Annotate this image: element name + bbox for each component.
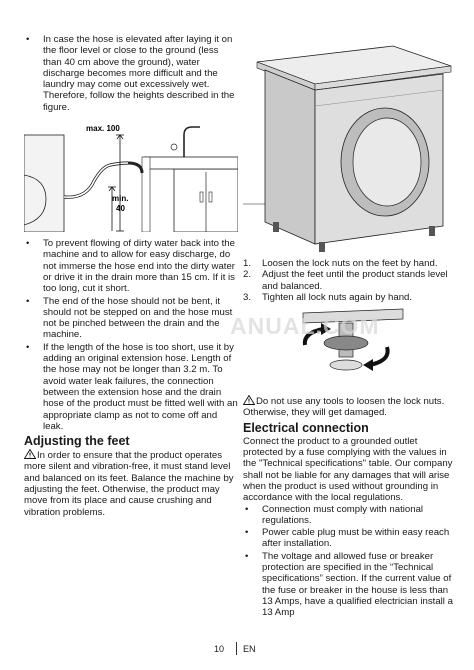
step-number: 2. bbox=[243, 269, 252, 281]
bullet-mark: • bbox=[26, 295, 30, 307]
min-height-label: min. bbox=[112, 194, 129, 204]
max-height-label: max. 100 bbox=[86, 124, 120, 134]
adjusting-feet-heading: Adjusting the feet bbox=[24, 434, 130, 449]
electrical-bullet-text: The voltage and allowed fuse or breaker protection are specified in the “Technical specifications” section. If the current value of the fuse or breaker in the house is less than 13 Amps, have a qualified electrician install a 13 Amp bbox=[262, 550, 453, 619]
list-item bbox=[243, 258, 453, 269]
electrical-connection-text: Connect the product to a grounded outlet protected by a fuse complying with the values in the "Technical specifications" table. Our company shall not be liable for any damages that will arise when the product is used without grounding in accordance with the local regulations. bbox=[243, 435, 453, 504]
left-column bbox=[24, 34, 238, 518]
step-number: 1. bbox=[243, 258, 252, 269]
list-item bbox=[243, 292, 453, 303]
tools-warning-text: Do not use any tools to loosen the lock nuts. Otherwise, they will get damaged. bbox=[243, 396, 445, 419]
electrical-bullet-text: Power cable plug must be within easy reach after installation. bbox=[262, 527, 450, 550]
bullet-mark: • bbox=[245, 527, 249, 539]
adjusting-feet-body: In order to ensure that the product operates more silent and vibration-free, it must stand level and balanced on its feet. Balance the machine by adjusting the feet. Otherwise, the product may move from its place and cause crushing and vibration problems. bbox=[24, 450, 234, 518]
language-code: EN bbox=[243, 644, 256, 654]
list-item bbox=[243, 551, 453, 619]
bullet-mark: • bbox=[26, 34, 30, 45]
min-height-value: 40 bbox=[116, 204, 125, 214]
warning-icon bbox=[24, 449, 36, 459]
hose-height-figure bbox=[24, 117, 238, 232]
washing-machine-figure bbox=[243, 44, 453, 252]
list-item bbox=[243, 269, 453, 292]
page-number: 10 bbox=[214, 644, 225, 654]
bullet-mark: • bbox=[26, 238, 30, 250]
warning-icon bbox=[243, 395, 255, 405]
hose-immerse-text: To prevent flowing of dirty water back into the machine and to allow for easy discharge, do not immerse the hose end into the dirty water or drive it in the drain more than 15 cm. If it is too long, cut it short. bbox=[43, 238, 235, 295]
list-item bbox=[24, 342, 238, 432]
footer-divider bbox=[236, 642, 237, 655]
adjusting-feet-text bbox=[24, 449, 238, 518]
tools-warning bbox=[243, 395, 453, 419]
step-text: Loosen the lock nuts on the feet by hand. bbox=[262, 258, 438, 269]
step-number: 3. bbox=[243, 291, 252, 303]
hose-height-text: In case the hose is elevated after laying it on the floor level or close to the ground (less than 40 cm above the ground), water discharge becomes more difficult and the laundry may come out excessively wet. Therefore, follow the heights described in the figure. bbox=[43, 34, 235, 113]
hose-bend-text: The end of the hose should not be bent, it should not be stepped on and the hose must not be pinched between the drain and the machine. bbox=[43, 295, 233, 341]
list-item bbox=[24, 34, 238, 113]
bullet-mark: • bbox=[245, 550, 249, 562]
electrical-connection-heading: Electrical connection bbox=[243, 420, 369, 435]
list-item bbox=[24, 238, 238, 294]
electrical-bullet-text: Connection must comply with national regulations. bbox=[262, 503, 424, 526]
watermark: ANUAL.COM bbox=[230, 313, 380, 339]
step-text: Tighten all lock nuts again by hand. bbox=[262, 291, 413, 303]
bullet-mark: • bbox=[26, 341, 30, 353]
list-item bbox=[24, 296, 238, 341]
hose-extension-text: If the length of the hose is too short, use it by adding an original extension hose. Length of the hose may not be longer than 3.2 m. To avoid water leak failures, the connection between the extension hose and the drain hose of the product must be fitted well with an appropriate clamp as not to come off and leak. bbox=[43, 341, 238, 432]
steps-list bbox=[243, 258, 453, 303]
list-item bbox=[243, 527, 453, 550]
list-item bbox=[243, 504, 453, 527]
bullet-mark: • bbox=[245, 503, 249, 515]
step-text: Adjust the feet until the product stands level and balanced. bbox=[262, 269, 448, 292]
